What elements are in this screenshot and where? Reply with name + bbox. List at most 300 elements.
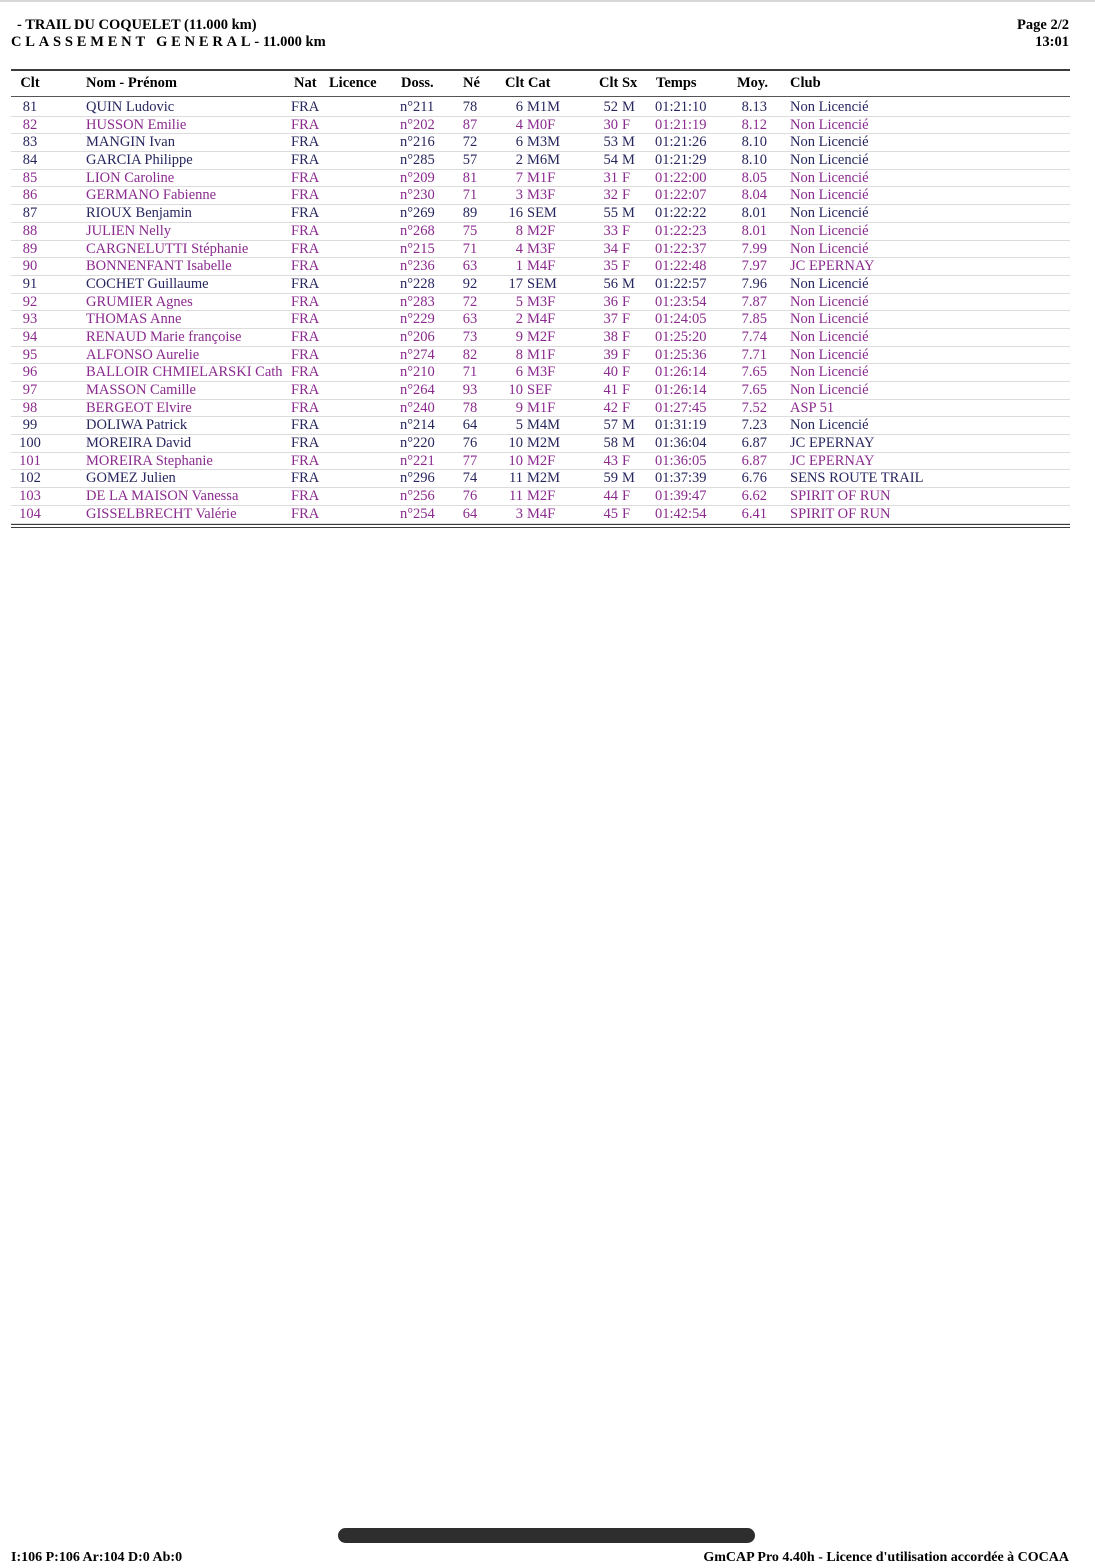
category-rank: 17	[508, 275, 523, 292]
runner-name: CARGNELUTTI Stéphanie	[86, 240, 249, 257]
overall-rank: 102	[19, 470, 41, 487]
overall-rank: 94	[22, 328, 38, 345]
sex-rank: 57	[603, 417, 618, 434]
category: M1F	[527, 169, 556, 186]
print-time: 13:01	[1035, 34, 1069, 50]
club-name: SPIRIT OF RUN	[790, 505, 891, 522]
category: M4F	[527, 311, 556, 328]
nationality: FRA	[291, 99, 320, 115]
birth-year: 72	[462, 134, 478, 151]
category-rank: 1	[515, 258, 523, 275]
nationality: FRA	[291, 116, 320, 133]
nationality: FRA	[291, 152, 320, 169]
category-rank: 10	[508, 435, 523, 452]
col-header-ne: Né	[463, 75, 480, 91]
sex-rank: 45	[603, 505, 618, 522]
category: M2F	[527, 222, 556, 239]
bib-number: n°209	[400, 169, 435, 186]
sex: F	[622, 116, 631, 133]
sex-rank: 35	[603, 258, 618, 275]
category: M2F	[527, 488, 556, 505]
overall-rank: 97	[22, 382, 38, 398]
runner-name: GRUMIER Agnes	[86, 293, 193, 310]
average-speed: 7.87	[741, 293, 767, 310]
category-rank: 7	[515, 169, 523, 186]
bib-number: n°214	[400, 417, 435, 434]
runner-name: MANGIN Ivan	[86, 134, 175, 151]
category: M0F	[527, 116, 556, 133]
average-speed: 8.01	[741, 222, 767, 239]
overall-rank: 100	[19, 435, 41, 452]
bib-number: n°236	[400, 258, 435, 275]
average-speed: 7.23	[741, 417, 767, 434]
sex-rank: 53	[603, 134, 618, 151]
sex-rank: 30	[603, 116, 618, 133]
runner-name: HUSSON Emilie	[86, 116, 187, 133]
bib-number: n°202	[400, 116, 435, 133]
nationality: FRA	[291, 187, 320, 204]
sex-rank: 54	[603, 152, 618, 169]
table-row	[11, 241, 1070, 259]
average-speed: 7.85	[741, 311, 767, 328]
overall-rank: 104	[19, 505, 41, 522]
birth-year: 82	[462, 346, 478, 363]
category-rank: 11	[509, 470, 523, 487]
table-header	[11, 71, 1070, 96]
runner-name: LION Caroline	[86, 169, 175, 186]
average-speed: 6.87	[741, 435, 767, 452]
finish-time: 01:21:26	[655, 134, 707, 151]
average-speed: 6.87	[741, 452, 767, 469]
sex-rank: 32	[603, 187, 618, 204]
average-speed: 8.13	[741, 99, 767, 115]
average-speed: 7.65	[741, 364, 767, 381]
birth-year: 73	[462, 328, 478, 345]
category: M3F	[527, 293, 556, 310]
birth-year: 77	[462, 452, 478, 469]
runner-name: DE LA MAISON Vanessa	[86, 488, 239, 505]
page-top-border	[0, 0, 1095, 2]
sex: M	[622, 470, 635, 487]
category-rank: 9	[515, 399, 523, 416]
col-header-clt: Clt	[20, 75, 40, 91]
club-name: ASP 51	[790, 399, 835, 416]
sex: M	[622, 99, 635, 115]
average-speed: 6.62	[741, 488, 767, 505]
col-header-nat: Nat	[294, 75, 317, 91]
overall-rank: 101	[19, 452, 41, 469]
birth-year: 64	[462, 505, 478, 522]
category-rank: 16	[508, 205, 523, 222]
col-header-licence: Licence	[329, 75, 377, 91]
category-rank: 9	[515, 328, 523, 345]
finish-time: 01:26:14	[655, 382, 707, 398]
overall-rank: 98	[22, 399, 38, 416]
bib-number: n°206	[400, 328, 435, 345]
average-speed: 8.10	[741, 152, 767, 169]
nationality: FRA	[291, 169, 320, 186]
club-name: Non Licencié	[790, 275, 869, 292]
nationality: FRA	[291, 275, 320, 292]
nationality: FRA	[291, 435, 320, 452]
category: M3M	[527, 134, 561, 151]
birth-year: 75	[462, 222, 478, 239]
club-name: Non Licencié	[790, 134, 869, 151]
overall-rank: 92	[22, 293, 38, 310]
category: M1F	[527, 399, 556, 416]
runner-name: GERMANO Fabienne	[86, 187, 217, 204]
runner-name: BALLOIR CHMIELARSKI Cath	[86, 364, 283, 381]
col-header-name: Nom - Prénom	[86, 75, 178, 91]
finish-time: 01:25:36	[655, 346, 707, 363]
sex-rank: 34	[603, 240, 618, 257]
bib-number: n°220	[400, 435, 435, 452]
sex: F	[622, 505, 631, 522]
birth-year: 78	[462, 399, 478, 416]
average-speed: 7.96	[741, 275, 767, 292]
table-row	[11, 99, 1070, 117]
sex-rank: 43	[603, 452, 618, 469]
nationality: FRA	[291, 417, 320, 434]
table-row	[11, 152, 1070, 170]
bib-number: n°256	[400, 488, 435, 505]
software-credit: GmCAP Pro 4.40h - Licence d'utilisation accordée à COCAA	[703, 1550, 1069, 1565]
category-rank: 5	[515, 293, 523, 310]
nationality: FRA	[291, 240, 320, 257]
category: M1M	[527, 99, 561, 115]
finish-time: 01:37:39	[655, 470, 707, 487]
category: M3F	[527, 364, 556, 381]
bib-number: n°240	[400, 399, 435, 416]
finish-time: 01:27:45	[655, 399, 707, 416]
bib-number: n°230	[400, 187, 435, 204]
finish-time: 01:22:57	[655, 275, 707, 292]
birth-year: 64	[462, 417, 478, 434]
table-row	[11, 488, 1070, 506]
race-title: - TRAIL DU COQUELET (11.000 km)	[17, 17, 257, 33]
table-bottom-rule	[11, 524, 1070, 525]
bib-number: n°264	[400, 382, 435, 398]
bib-number: n°269	[400, 205, 435, 222]
sex: M	[622, 417, 635, 434]
category: M2M	[527, 470, 561, 487]
table-row	[11, 506, 1070, 524]
runner-name: RIOUX Benjamin	[86, 205, 192, 222]
finish-time: 01:22:37	[655, 240, 707, 257]
table-row	[11, 400, 1070, 418]
average-speed: 8.01	[741, 205, 767, 222]
overall-rank: 93	[22, 311, 38, 328]
runner-name: BERGEOT Elvire	[86, 399, 192, 416]
sex-rank: 37	[603, 311, 618, 328]
finish-time: 01:22:07	[655, 187, 707, 204]
col-header-clt-sx: Clt Sx	[599, 75, 638, 91]
sex: F	[622, 452, 631, 469]
club-name: SPIRIT OF RUN	[790, 488, 891, 505]
nationality: FRA	[291, 134, 320, 151]
sex-rank: 31	[603, 169, 618, 186]
sex: M	[622, 275, 635, 292]
bib-number: n°285	[400, 152, 435, 169]
overall-rank: 99	[22, 417, 38, 434]
finish-time: 01:25:20	[655, 328, 707, 345]
club-name: JC EPERNAY	[790, 452, 875, 469]
col-header-doss: Doss.	[401, 75, 434, 91]
sex-rank: 33	[603, 222, 618, 239]
sex-rank: 56	[603, 275, 618, 292]
sex-rank: 40	[603, 364, 618, 381]
nationality: FRA	[291, 258, 320, 275]
overall-rank: 91	[22, 275, 38, 292]
category: M6M	[527, 152, 561, 169]
category-rank: 6	[515, 364, 523, 381]
sex-rank: 42	[603, 399, 618, 416]
sex-rank: 55	[603, 205, 618, 222]
birth-year: 81	[462, 169, 478, 186]
nationality: FRA	[291, 488, 320, 505]
average-speed: 7.52	[741, 399, 767, 416]
ranking-subtitle-distance: - 11.000 km	[254, 34, 326, 50]
table-bottom-rule-double	[11, 527, 1070, 528]
col-header-temps: Temps	[656, 75, 697, 91]
finish-time: 01:39:47	[655, 488, 707, 505]
finish-time: 01:23:54	[655, 293, 707, 310]
average-speed: 8.05	[741, 169, 767, 186]
category-rank: 10	[508, 452, 523, 469]
sex-rank: 44	[603, 488, 618, 505]
sex-rank: 36	[603, 293, 618, 310]
runner-name: QUIN Ludovic	[86, 99, 175, 115]
club-name: Non Licencié	[790, 222, 869, 239]
table-row	[11, 453, 1070, 471]
runner-name: MASSON Camille	[86, 382, 196, 398]
nationality: FRA	[291, 328, 320, 345]
finish-time: 01:22:00	[655, 169, 707, 186]
category: M2F	[527, 328, 556, 345]
bib-number: n°216	[400, 134, 435, 151]
bib-number: n°221	[400, 452, 435, 469]
category: M2M	[527, 435, 561, 452]
table-row	[11, 117, 1070, 135]
birth-year: 76	[462, 488, 478, 505]
birth-year: 74	[462, 470, 478, 487]
runner-name: COCHET Guillaume	[86, 275, 209, 292]
category-rank: 8	[515, 222, 523, 239]
sex-rank: 38	[603, 328, 618, 345]
category-rank: 4	[515, 240, 523, 257]
overall-rank: 86	[22, 187, 38, 204]
sex-rank: 52	[603, 99, 618, 115]
sex: F	[622, 222, 631, 239]
category: M4F	[527, 505, 556, 522]
finish-time: 01:42:54	[655, 505, 707, 522]
category-rank: 2	[515, 311, 523, 328]
overall-rank: 90	[22, 258, 38, 275]
nationality: FRA	[291, 205, 320, 222]
category: M3F	[527, 187, 556, 204]
sex-rank: 39	[603, 346, 618, 363]
birth-year: 57	[462, 152, 478, 169]
ranking-subtitle	[11, 34, 326, 51]
nationality: FRA	[291, 364, 320, 381]
club-name: SENS ROUTE TRAIL	[790, 470, 924, 487]
average-speed: 8.04	[741, 187, 767, 204]
overall-rank: 83	[22, 134, 38, 151]
table-row	[11, 382, 1070, 400]
finish-time: 01:21:29	[655, 152, 707, 169]
birth-year: 71	[462, 187, 478, 204]
category: M1F	[527, 346, 556, 363]
sex: F	[622, 240, 631, 257]
runner-name: GARCIA Philippe	[86, 152, 193, 169]
sex: F	[622, 311, 631, 328]
nationality: FRA	[291, 222, 320, 239]
category-rank: 5	[515, 417, 523, 434]
birth-year: 87	[462, 116, 478, 133]
club-name: Non Licencié	[790, 99, 869, 115]
category-rank: 2	[515, 152, 523, 169]
sex: F	[622, 293, 631, 310]
average-speed: 8.12	[741, 116, 767, 133]
ranking-subtitle-label: CLASSEMENT GENERAL	[11, 34, 255, 50]
sex: F	[622, 328, 631, 345]
birth-year: 63	[462, 258, 478, 275]
overall-rank: 96	[22, 364, 38, 381]
nationality: FRA	[291, 346, 320, 363]
sex: F	[622, 346, 631, 363]
sex: M	[622, 205, 635, 222]
category-rank: 4	[515, 116, 523, 133]
club-name: Non Licencié	[790, 205, 869, 222]
overall-rank: 88	[22, 222, 38, 239]
sex: F	[622, 364, 631, 381]
table-row	[11, 329, 1070, 347]
category: SEF	[527, 382, 552, 398]
sex: F	[622, 382, 631, 398]
finish-time: 01:36:05	[655, 452, 707, 469]
bib-number: n°296	[400, 470, 435, 487]
average-speed: 7.99	[741, 240, 767, 257]
runner-name: JULIEN Nelly	[86, 222, 171, 239]
club-name: Non Licencié	[790, 169, 869, 186]
overall-rank: 84	[22, 152, 38, 169]
page-number: Page 2/2	[1017, 17, 1069, 33]
table-row	[11, 294, 1070, 312]
table-row	[11, 170, 1070, 188]
nationality: FRA	[291, 293, 320, 310]
nationality: FRA	[291, 382, 320, 398]
birth-year: 78	[462, 99, 478, 115]
overall-rank: 87	[22, 205, 38, 222]
sex: M	[622, 134, 635, 151]
bib-number: n°274	[400, 346, 435, 363]
table-row	[11, 134, 1070, 152]
sex: F	[622, 488, 631, 505]
category-rank: 3	[515, 505, 523, 522]
club-name: Non Licencié	[790, 346, 869, 363]
club-name: Non Licencié	[790, 240, 869, 257]
category-rank: 3	[515, 187, 523, 204]
birth-year: 89	[462, 205, 478, 222]
overall-rank: 82	[22, 116, 38, 133]
birth-year: 71	[462, 240, 478, 257]
sex: M	[622, 152, 635, 169]
overall-rank: 103	[19, 488, 41, 505]
average-speed: 7.97	[741, 258, 767, 275]
finish-time: 01:22:23	[655, 222, 707, 239]
average-speed: 6.41	[741, 505, 767, 522]
finish-time: 01:21:19	[655, 116, 707, 133]
club-name: JC EPERNAY	[790, 435, 875, 452]
nationality: FRA	[291, 311, 320, 328]
bib-number: n°268	[400, 222, 435, 239]
sex: F	[622, 169, 631, 186]
overall-rank: 95	[22, 346, 38, 363]
table-row	[11, 276, 1070, 294]
birth-year: 76	[462, 435, 478, 452]
category-rank: 6	[515, 99, 523, 115]
bib-number: n°228	[400, 275, 435, 292]
table-row	[11, 223, 1070, 241]
category-rank: 11	[509, 488, 523, 505]
sex: M	[622, 435, 635, 452]
runner-name: THOMAS Anne	[86, 311, 182, 328]
club-name: Non Licencié	[790, 328, 869, 345]
average-speed: 8.10	[741, 134, 767, 151]
nationality: FRA	[291, 470, 320, 487]
table-row	[11, 470, 1070, 488]
sex-rank: 41	[603, 382, 618, 398]
sex-rank: 59	[603, 470, 618, 487]
table-row	[11, 311, 1070, 329]
col-header-club: Club	[790, 75, 821, 91]
club-name: Non Licencié	[790, 382, 869, 398]
club-name: Non Licencié	[790, 293, 869, 310]
average-speed: 6.76	[741, 470, 767, 487]
overall-rank: 85	[22, 169, 38, 186]
average-speed: 7.71	[741, 346, 767, 363]
table-row	[11, 205, 1070, 223]
runner-name: MOREIRA David	[86, 435, 192, 452]
scroll-thumb[interactable]	[338, 1528, 755, 1543]
category-rank: 10	[508, 382, 523, 398]
sex: F	[622, 399, 631, 416]
category: M4F	[527, 258, 556, 275]
club-name: Non Licencié	[790, 311, 869, 328]
finish-time: 01:24:05	[655, 311, 707, 328]
category: M3F	[527, 240, 556, 257]
bib-number: n°254	[400, 505, 435, 522]
club-name: Non Licencié	[790, 116, 869, 133]
average-speed: 7.74	[741, 328, 767, 345]
runner-name: GOMEZ Julien	[86, 470, 176, 487]
finish-time: 01:36:04	[655, 435, 707, 452]
club-name: Non Licencié	[790, 152, 869, 169]
finish-time: 01:22:48	[655, 258, 707, 275]
club-name: Non Licencié	[790, 187, 869, 204]
finish-time: 01:22:22	[655, 205, 707, 222]
bib-number: n°211	[400, 99, 435, 115]
finish-time: 01:26:14	[655, 364, 707, 381]
nationality: FRA	[291, 505, 320, 522]
table-row	[11, 435, 1070, 453]
table-row	[11, 258, 1070, 276]
nationality: FRA	[291, 452, 320, 469]
sex-rank: 58	[603, 435, 618, 452]
category: M2F	[527, 452, 556, 469]
sex: F	[622, 258, 631, 275]
finish-time: 01:31:19	[655, 417, 707, 434]
